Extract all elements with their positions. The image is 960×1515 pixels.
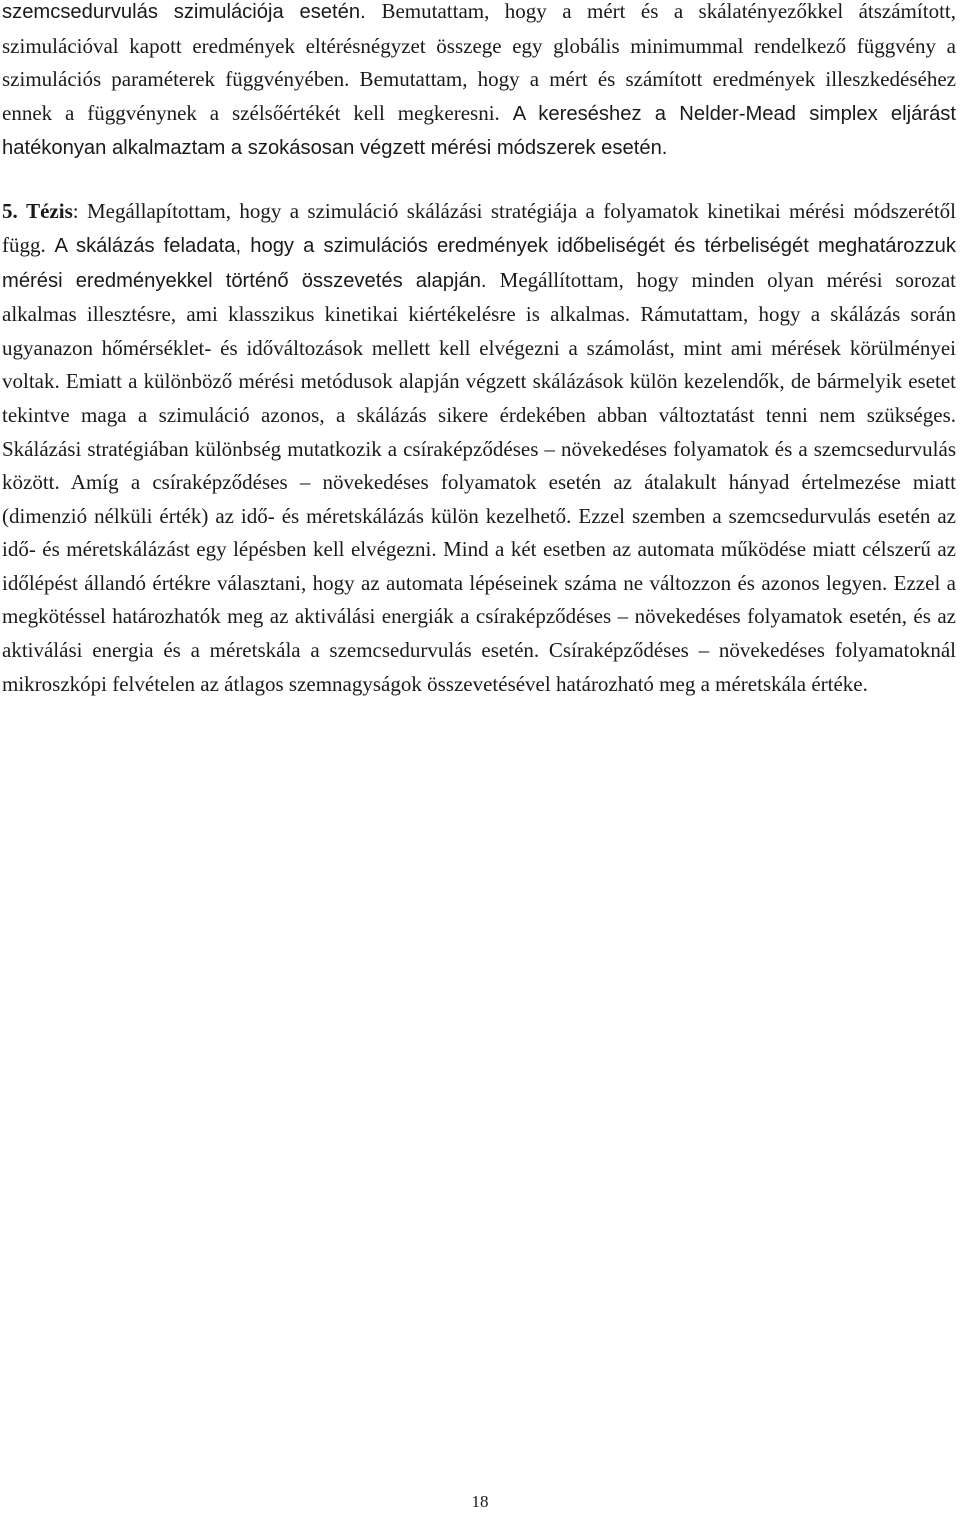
paragraph: [2, 0, 956, 166]
page-number: 18: [471, 1492, 489, 1511]
text-run: szemcsedurvulás szimulációja esetén.: [2, 1, 382, 23]
text-run: : Megállapítottam, hogy a szimuláció skálázási stratégiája a folyamatok kinetikai mérési módszerétől függ.: [2, 199, 956, 257]
text-run: Megállítottam, hogy minden olyan mérési sorozat alkalmas illesztésre, ami klasszikus kinetikai kiértékelésre is alkalmas. Rámutattam, hogy a skálázás során ugyanazon hőmérséklet- és időváltozások mellett kell elvégezni a számolást, mint ami mérések körülményei voltak. Emiatt a különböző mérési metódusok alapján végzett skálázások külön kezelendők, de bármelyik esetet tekintve maga a szimuláció azonos, a skálázás sikere érdekében abban változtatást tenni nem szükséges. Skálázási stratégiában különbség mutatkozik a csíraképződéses – növekedéses folyamatok és a szemcsedurvulás között. Amíg a csíraképződéses – növekedéses folyamatok esetén az átalakult hányad értelmezése miatt (dimenzió nélküli érték) az idő- és méretskálázás külön kezelhető. Ezzel szemben a szemcsedurvulás esetén az idő- és méretskálázást egy lépésben kell elvégezni. Mind a két esetben az automata működése miatt célszerű az időlépést állandó értékre választani, hogy az automata lépéseinek száma ne változzon és azonos legyen. Ezzel a megkötéssel határozhatók meg az aktiválási energiák a csíraképződéses – növekedéses folyamatok esetén, és az aktiválási energia és a méretskála a szemcsedurvulás esetén. Csíraképződéses – növekedéses folyamatoknál mikroszkópi felvételen az átlagos szemnagyságok összevetésével határozható meg a méretskála értéke.: [2, 267, 956, 696]
text-run: Bemutattam, hogy a mért és a skálatényezőkkel átszámított, szimulációval kapott eredmények eltérésnégyzet összege egy globális minimummal rendelkező függvény a szimulációs paraméterek függvényében. Bemutattam, hogy a mért és számított eredmények illeszkedéséhez ennek a függvénynek a szélsőértékét kell megkeresni.: [2, 0, 956, 125]
thesis-label: Tézis: [26, 199, 73, 224]
text-run: szokásosan végzett mérési módszerek esetén.: [247, 137, 668, 160]
paragraph: [2, 195, 956, 701]
page-body: [2, 0, 956, 701]
thesis-number: 5.: [2, 199, 18, 224]
text-run: A kereséshez a Nelder-Mead simplex eljárást hatékonyan alkalmaztam a: [2, 102, 956, 160]
text-run: A skálázás feladata, hogy a szimulációs eredmények időbeliségét és térbeliségét meghatározzuk mérési eredményekkel történő összevetés alapján.: [2, 234, 956, 292]
